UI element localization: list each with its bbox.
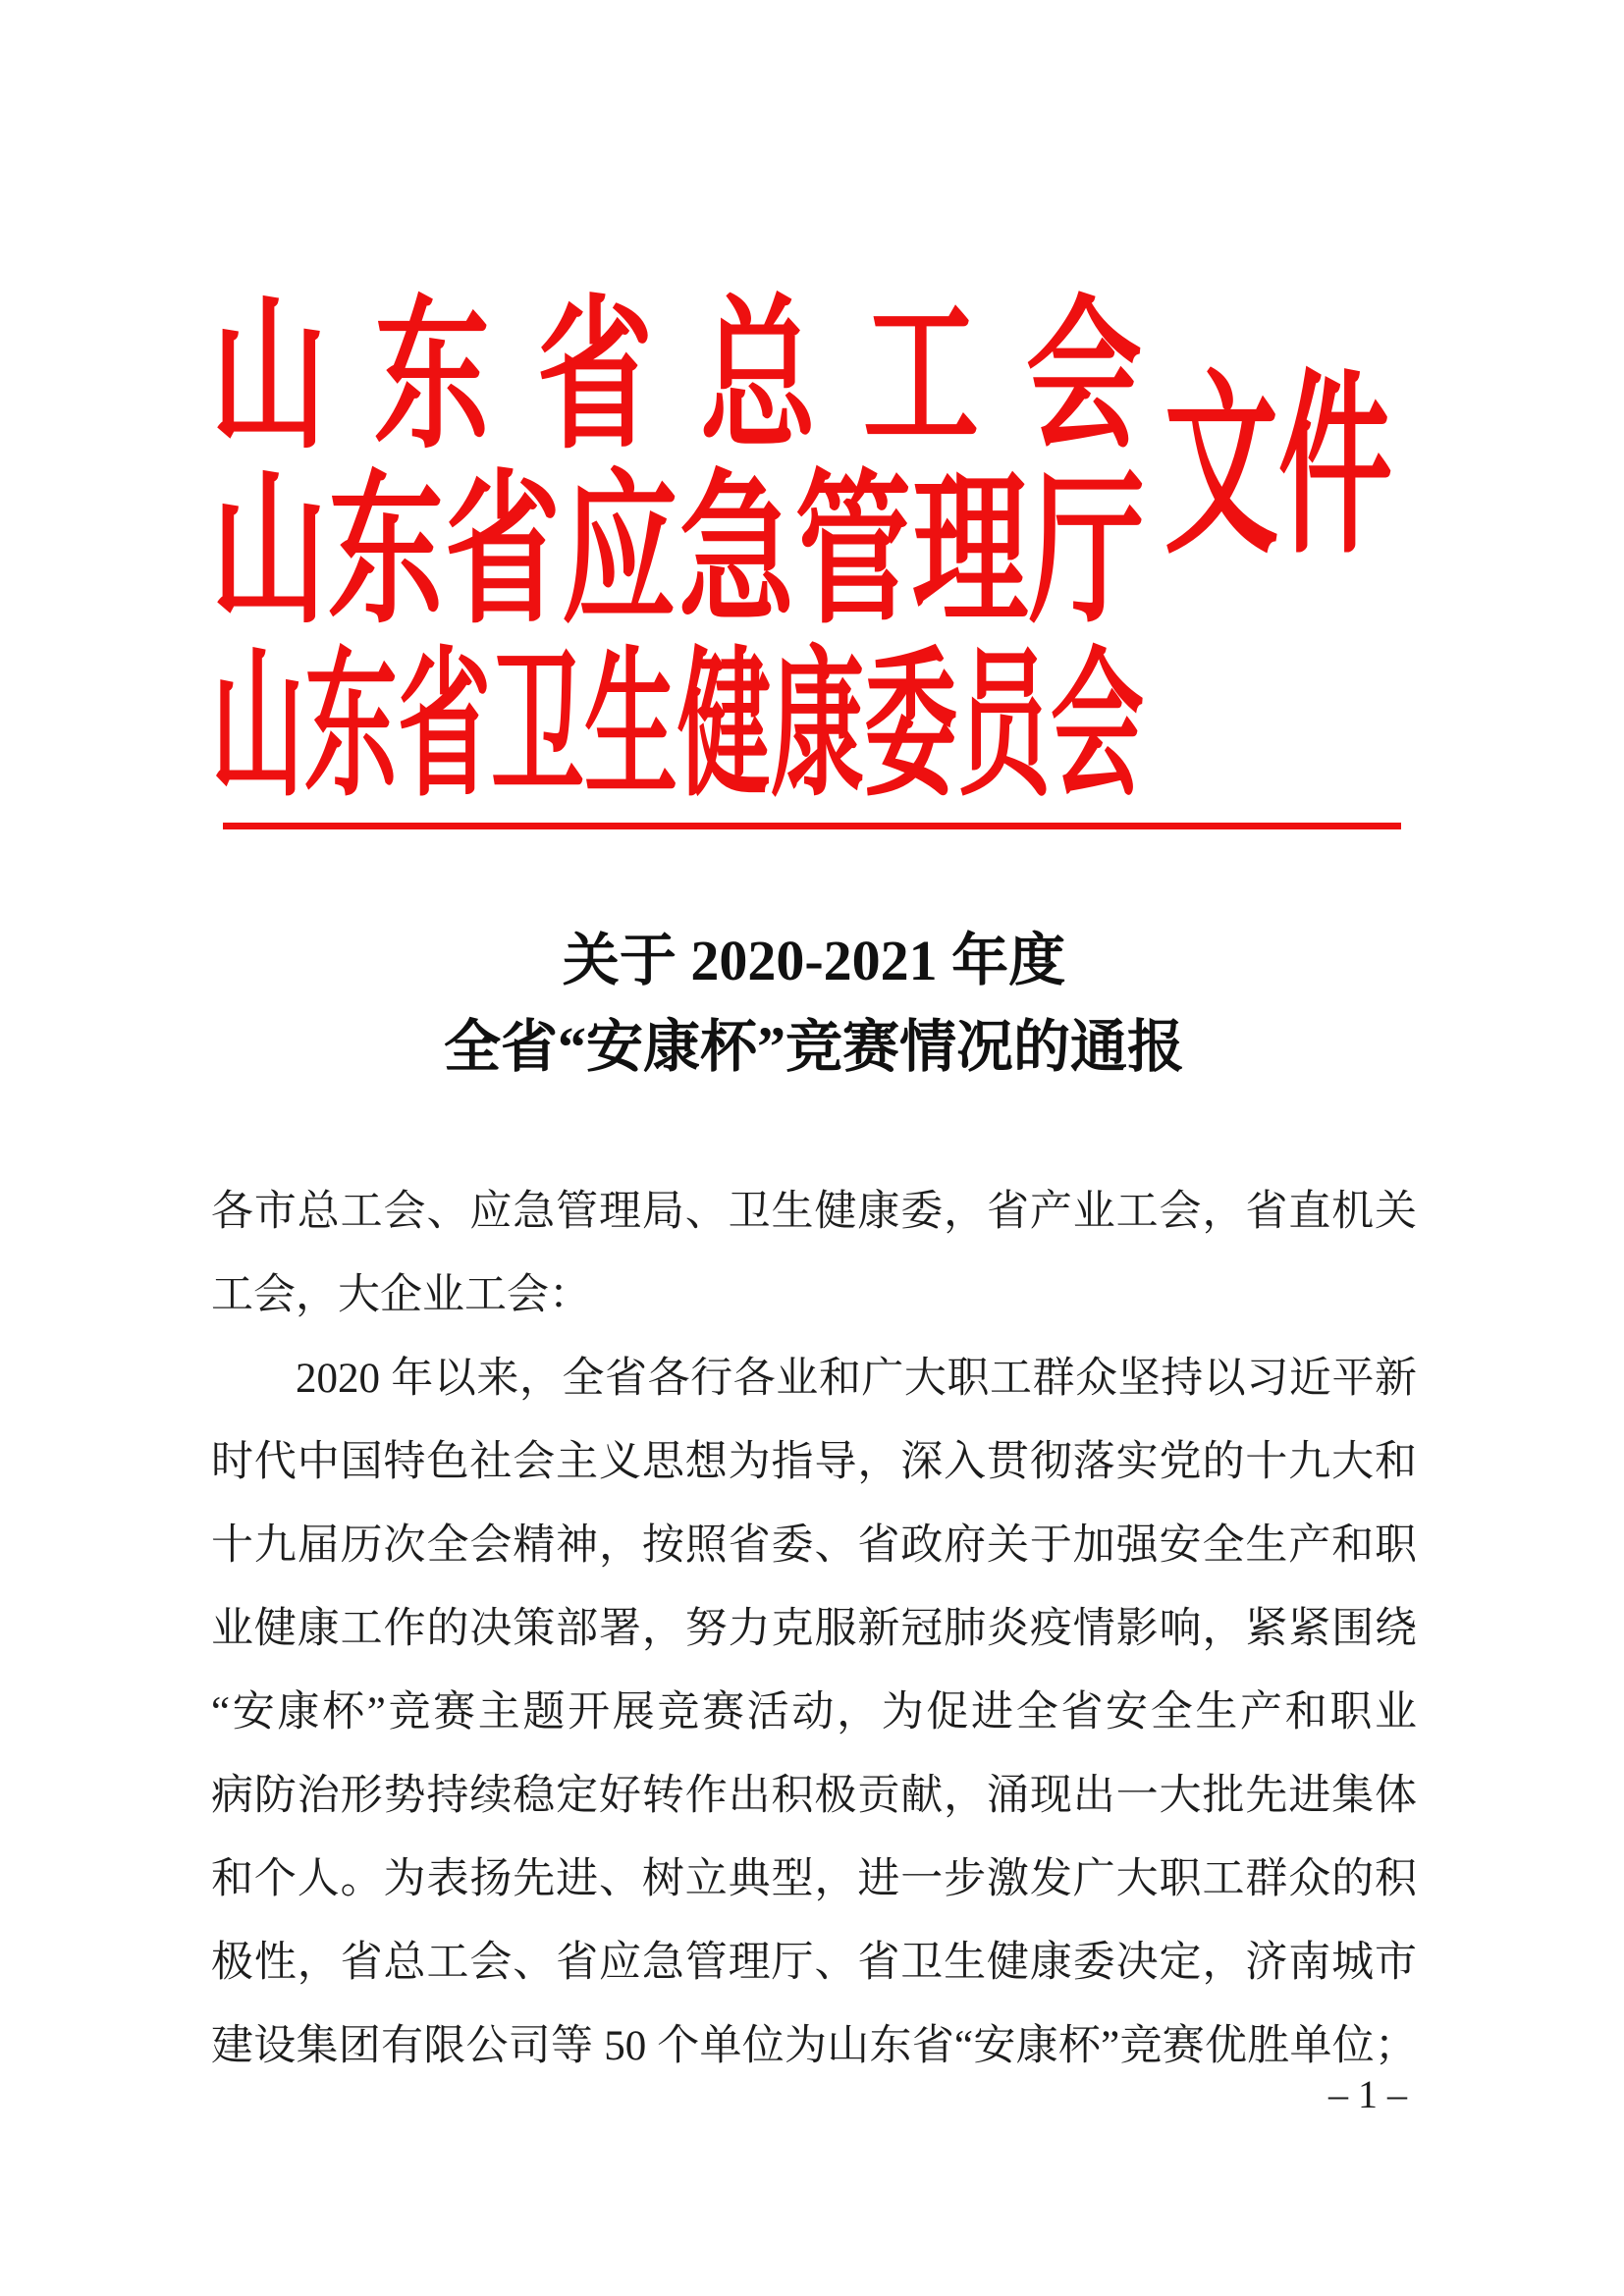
page-number: – 1 – xyxy=(1328,2072,1407,2116)
agency-name-3: 山东省卫生健康委员会 xyxy=(211,636,1145,817)
agency-name-2: 山东省应急管理厅 xyxy=(211,460,1147,644)
paragraph-line-3: 十九届历次全会精神，按照省委、省政府关于加强安全生产和职 xyxy=(211,1522,1417,1569)
document-body xyxy=(211,1170,1417,2088)
paragraph-line-9: 建设集团有限公司等 50 个单位为山东省“安康杯”竞赛优胜单位； xyxy=(211,2023,1417,2069)
paragraph-line-7: 和个人。为表扬先进、树立典型，进一步激发广大职工群众的积 xyxy=(211,1856,1417,1902)
letterhead-agencies xyxy=(211,286,1190,817)
paragraph-line-1: 2020 年以来，全省各行各业和广大职工群众坚持以习近平新 xyxy=(296,1356,1417,1402)
agency-name-1: 山东省总工会 xyxy=(211,286,1190,469)
paragraph-line-2: 时代中国特色社会主义思想为指导，深入贯彻落实党的十九大和 xyxy=(211,1439,1417,1485)
paragraph-line-8: 极性，省总工会、省应急管理厅、省卫生健康委决定，济南城市 xyxy=(211,1940,1417,1986)
paragraph-line-5: “安康杯”竞赛主题开展竞赛活动，为促进全省安全生产和职业 xyxy=(211,1689,1417,1735)
title-line-2: 全省“安康杯”竞赛情况的通报 xyxy=(443,1015,1184,1079)
paragraph-line-4: 业健康工作的决策部署，努力克服新冠肺炎疫情影响，紧紧围绕 xyxy=(211,1606,1417,1652)
paragraph-line-6: 病防治形势持续稳定好转作出积极贡献，涌现出一大批先进集体 xyxy=(211,1773,1417,1819)
title-line-1: 关于 2020-2021 年度 xyxy=(562,929,1066,992)
salutation-line-2: 工会，大企业工会： xyxy=(211,1272,591,1318)
document-title xyxy=(211,918,1417,1091)
red-divider-line xyxy=(223,823,1401,829)
salutation-line-1: 各市总工会、应急管理局、卫生健康委，省产业工会，省直机关 xyxy=(211,1189,1417,1235)
document-label: 文件 xyxy=(1164,360,1393,577)
